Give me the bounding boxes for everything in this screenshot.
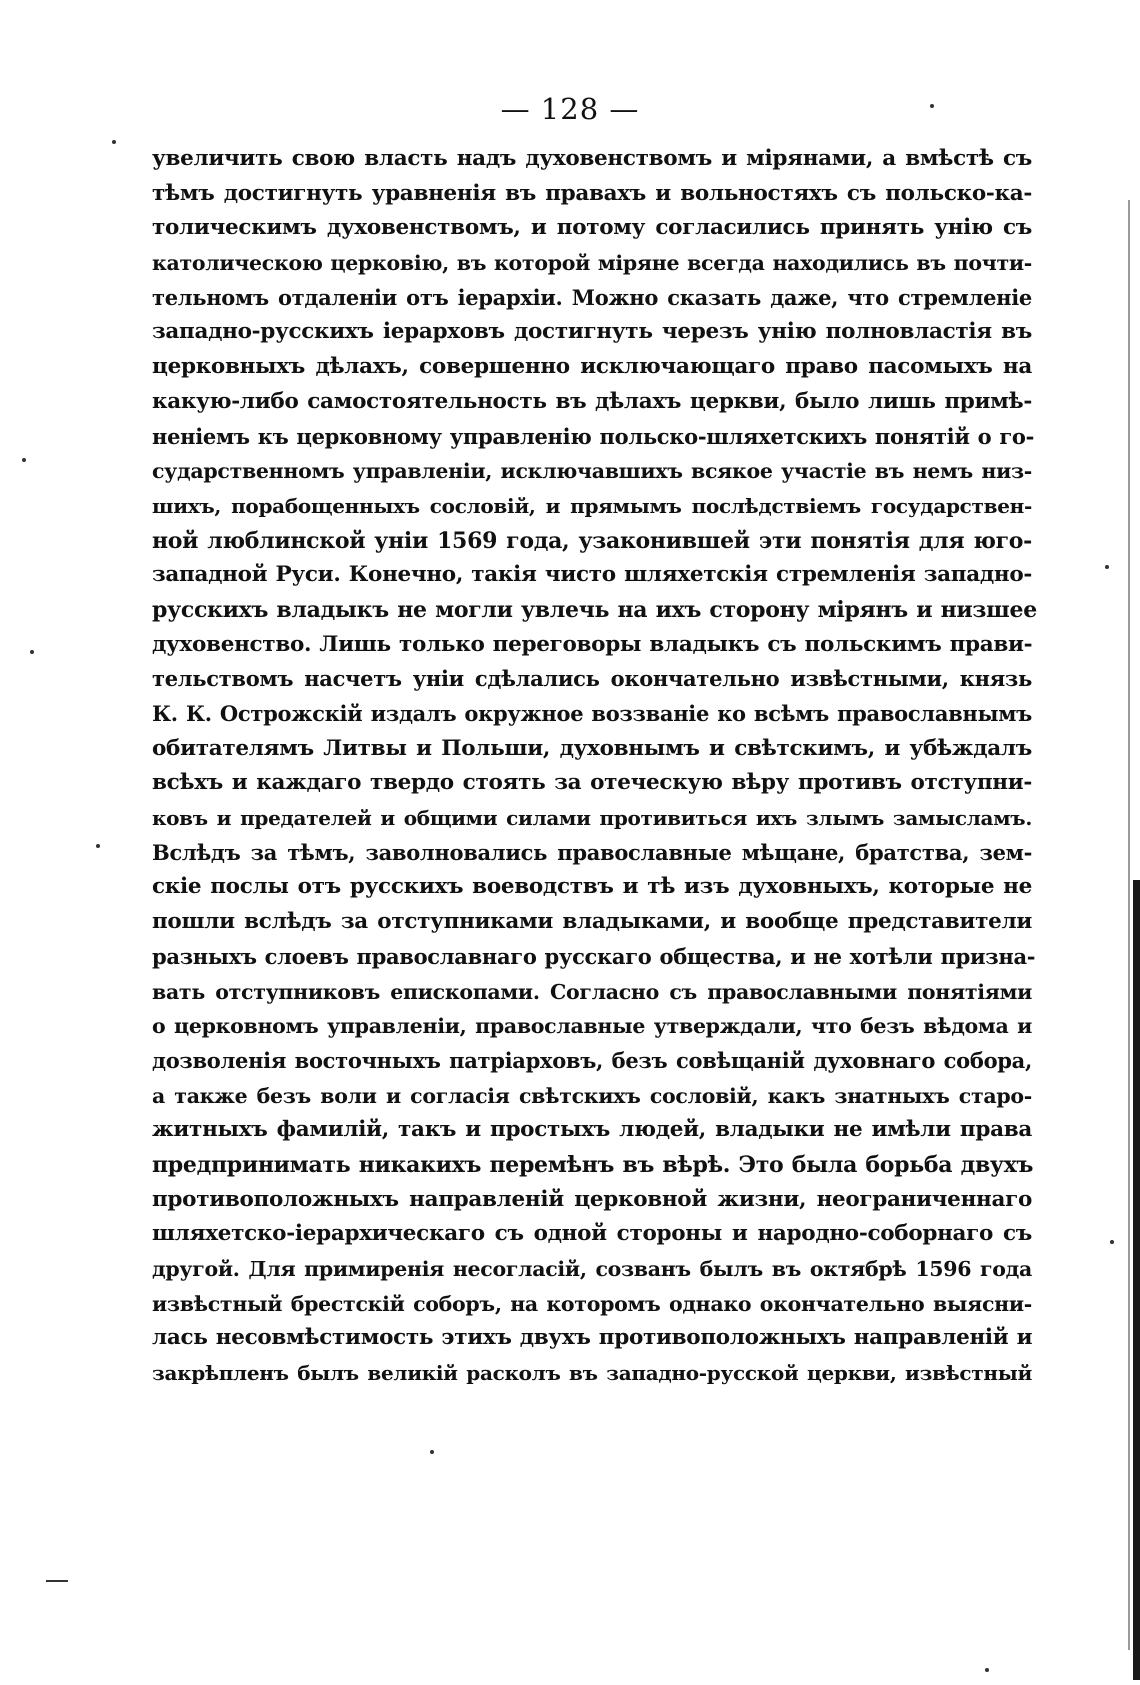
- scan-speck: [22, 458, 26, 462]
- text-line: скіе послы отъ русскихъ воеводствъ и тѣ изъ духовныхъ, которые не: [152, 874, 1032, 900]
- text-line: западно-русскихъ іерарховъ достигнуть черезъ унію полновластія въ: [152, 319, 1032, 345]
- text-line: какую-либо самостоятельность въ дѣлахъ церкви, было лишь примѣ-: [152, 388, 1032, 414]
- scan-speck: [1110, 1240, 1114, 1244]
- text-line: всѣхъ и каждаго твердо стоять за отеческую вѣру противъ отступни-: [152, 770, 1032, 796]
- scan-speck: [985, 1668, 989, 1672]
- text-line: церковныхъ дѣлахъ, совершенно исключающаго право пасомыхъ на: [152, 354, 1032, 380]
- text-line: разныхъ слоевъ православнаго русскаго общества, и не хотѣли призна-: [152, 943, 1036, 969]
- scan-speck: [30, 650, 34, 654]
- text-line: пошли вслѣдъ за отступниками владыками, и вообще представители: [152, 909, 1032, 935]
- text-line: о церковномъ управленіи, православные утверждали, что безъ вѣдома и: [152, 1014, 1032, 1039]
- scan-speck: [112, 140, 116, 144]
- text-line: ной люблинской уніи 1569 года, узаконившей эти понятія для юго-: [152, 527, 1032, 554]
- scan-edge-shadow: [1133, 880, 1140, 1680]
- scan-speck: [430, 1450, 434, 1454]
- body-text: [152, 142, 1037, 1391]
- text-line: житныхъ фамилій, такъ и простыхъ людей, владыки не имѣли права: [152, 1117, 1032, 1143]
- text-line: сударственномъ управленіи, исключавшихъ всякое участіе въ немъ низ-: [152, 459, 1032, 484]
- page-number: — 128 —: [500, 92, 640, 126]
- margin-mark: [46, 1580, 68, 1582]
- text-line: дозволенія восточныхъ патріарховъ, безъ совѣщаній духовнаго собора,: [152, 1047, 1032, 1073]
- text-line: предпринимать никакихъ перемѣнъ въ вѣрѣ. Это была борьба двухъ: [152, 1151, 1034, 1178]
- text-line: тельствомъ насчетъ уніи сдѣлались окончательно извѣстными, князь: [152, 666, 1032, 692]
- text-line: другой. Для примиренія несогласій, созванъ былъ въ октябрѣ 1596 года: [152, 1257, 1032, 1281]
- text-line: тельномъ отдаленіи отъ іерархіи. Можно сказать даже, что стремленіе: [152, 284, 1032, 310]
- text-line: а также безъ воли и согласія свѣтскихъ сословій, какъ знатныхъ старо-: [152, 1083, 1032, 1108]
- text-line: лась несовмѣстимость этихъ двухъ противоположныхъ направленій и: [152, 1325, 1033, 1351]
- text-line: духовенство. Лишь только переговоры владыкъ съ польскимъ прави-: [152, 631, 1033, 657]
- text-line: шляхетско-іерархическаго съ одной стороны и народно-соборнаго съ: [152, 1221, 1032, 1247]
- text-line: толическимъ духовенствомъ, и потому согласились принять унію съ: [152, 215, 1032, 241]
- text-line: увеличить свою власть надъ духовенствомъ и мірянами, а вмѣстѣ съ: [152, 146, 1032, 171]
- text-line: вать отступниковъ епископами. Согласно съ православными понятіями: [152, 979, 1032, 1004]
- scan-speck: [1105, 565, 1109, 569]
- text-line: тѣмъ достигнуть уравненія въ правахъ и вольностяхъ съ польско-ка-: [152, 180, 1032, 206]
- scan-speck: [96, 844, 100, 848]
- text-line: обитателямъ Литвы и Польши, духовнымъ и свѣтскимъ, и убѣждалъ: [152, 735, 1032, 761]
- scan-speck: [930, 104, 934, 108]
- text-line: противоположныхъ направленій церковной жизни, неограниченнаго: [152, 1186, 1032, 1212]
- scan-edge-line: [1128, 200, 1130, 1650]
- text-line: русскихъ владыкъ не могли увлечь на ихъ сторону мірянъ и низшее: [152, 596, 1037, 623]
- text-line: ковъ и предателей и общими силами противиться ихъ злымъ замысламъ.: [152, 806, 1032, 831]
- text-line: католическою церковію, въ которой міряне всегда находились въ почти-: [152, 251, 1032, 276]
- text-line: неніемъ къ церковному управленію польско-шляхетскихъ понятій о го-: [152, 423, 1035, 449]
- text-line: западной Руси. Конечно, такія чисто шляхетскія стремленія западно-: [152, 562, 1032, 588]
- text-line: шихъ, порабощенныхъ сословій, и прямымъ послѣдствіемъ государствен-: [152, 493, 1032, 518]
- text-line: извѣстный брестскій соборъ, на которомъ однако окончательно выясни-: [152, 1291, 1032, 1316]
- text-line: закрѣпленъ былъ великій расколъ въ западно-русской церкви, извѣстный: [152, 1361, 1032, 1386]
- text-line: Вслѣдъ за тѣмъ, заволновались православные мѣщане, братства, зем-: [152, 839, 1032, 865]
- text-line: К. К. Острожскій издалъ окружное воззваніе ко всѣмъ православнымъ: [152, 701, 1032, 726]
